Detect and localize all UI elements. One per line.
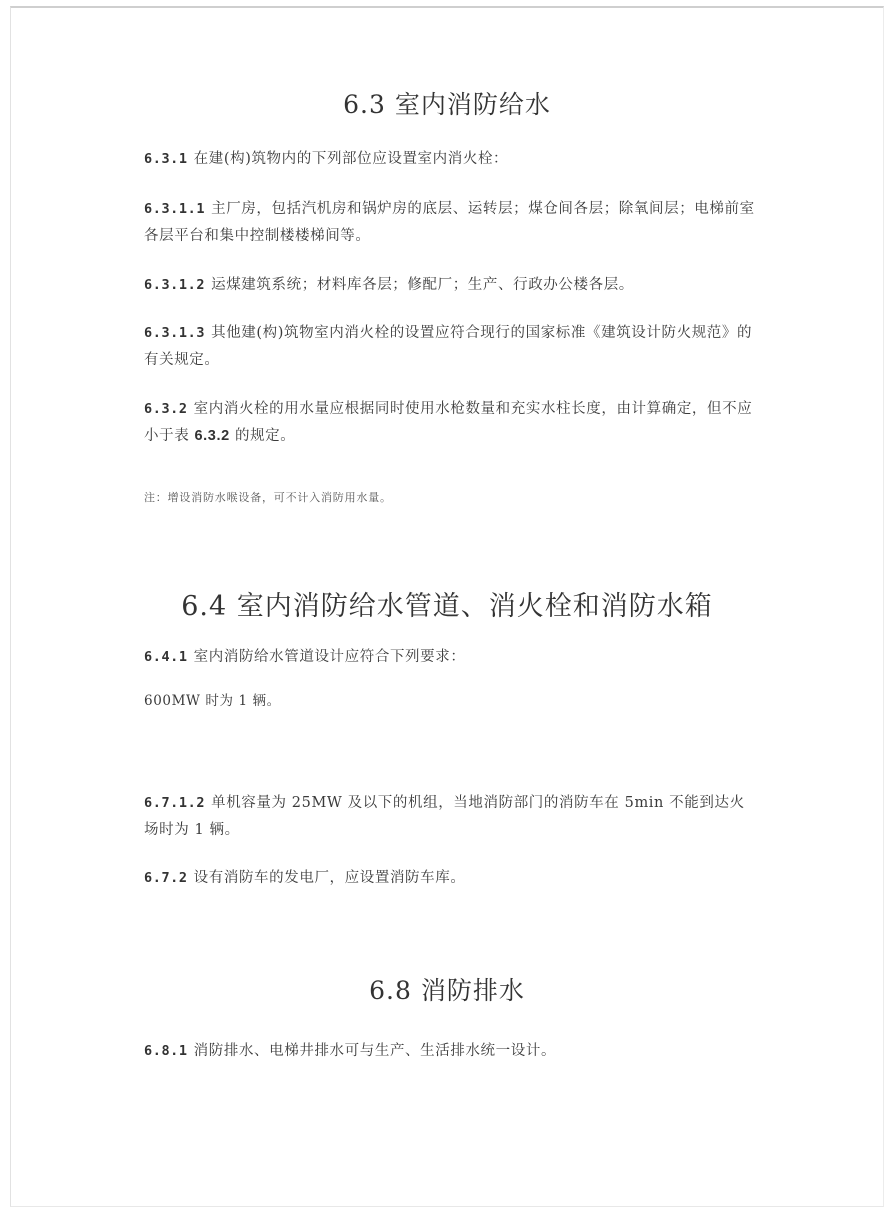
document-page [10, 6, 884, 1207]
clause-number: 6.3.1.1 [144, 201, 206, 217]
clause-6-3-1-2 [144, 272, 759, 299]
section-heading-6-4: 6.4 室内消防给水管道、消火栓和消防水箱 [181, 591, 713, 622]
clause-number: 6.3.1 [144, 151, 188, 167]
clause-number: 6.4.1 [144, 649, 188, 665]
clause-text: 室内消防给水管道设计应符合下列要求： [193, 649, 466, 665]
clause-number: 6.3.1.2 [144, 277, 206, 293]
clause-6-8-1 [144, 1038, 759, 1065]
clause-text: 运煤建筑系统；材料库各层；修配厂；生产、行政办公楼各层。 [211, 277, 634, 293]
clause-number: 6.7.1.2 [144, 795, 206, 811]
clause-6-7-1-2 [144, 790, 759, 844]
clause-number: 6.7.2 [144, 870, 188, 886]
clause-text: 600MW 时为 1 辆。 [144, 693, 281, 709]
clause-text: 主厂房，包括汽机房和锅炉房的底层、运转层；煤仓间各层；除氧间层；电梯前室各层平台和集中控制楼楼梯间等。 [144, 201, 755, 244]
section-heading-6-3: 6.3 室内消防给水 [343, 90, 551, 119]
clause-text: 在建(构)筑物内的下列部位应设置室内消火栓： [193, 151, 509, 167]
clause-number: 6.8.1 [144, 1043, 188, 1059]
clause-number: 6.3.2 [144, 401, 188, 417]
clause-6-3-1-1 [144, 196, 759, 250]
clause-text: 其他建(构)筑物室内消火栓的设置应符合现行的国家标准《建筑设计防火规范》的有关规定。 [144, 325, 753, 368]
clause-6-3-1 [144, 146, 759, 173]
table-reference: 6.3.2 [194, 428, 230, 444]
clause-6-3-1-3 [144, 320, 759, 374]
clause-text: 消防排水、电梯井排水可与生产、生活排水统一设计。 [193, 1043, 557, 1059]
clause-text: 室内消火栓的用水量应根据同时使用水枪数量和充实水柱长度，由计算确定，但不应小于表 [144, 401, 753, 444]
clause-6-4-1 [144, 644, 759, 671]
clause-6-7-2 [144, 865, 759, 892]
clause-6-3-2 [144, 396, 759, 450]
section-heading-6-8: 6.8 消防排水 [369, 976, 525, 1005]
clause-number: 6.3.1.3 [144, 325, 206, 341]
clause-fragment-600mw [144, 688, 759, 715]
clause-text-after: 的规定。 [229, 428, 296, 444]
clause-text: 单机容量为 25MW 及以下的机组，当地消防部门的消防车在 5min 不能到达火场时为 1 辆。 [144, 795, 745, 838]
note-text: 注：增设消防水喉设备，可不计入消防用水量。 [144, 491, 392, 504]
clause-text: 设有消防车的发电厂，应设置消防车库。 [193, 870, 466, 886]
